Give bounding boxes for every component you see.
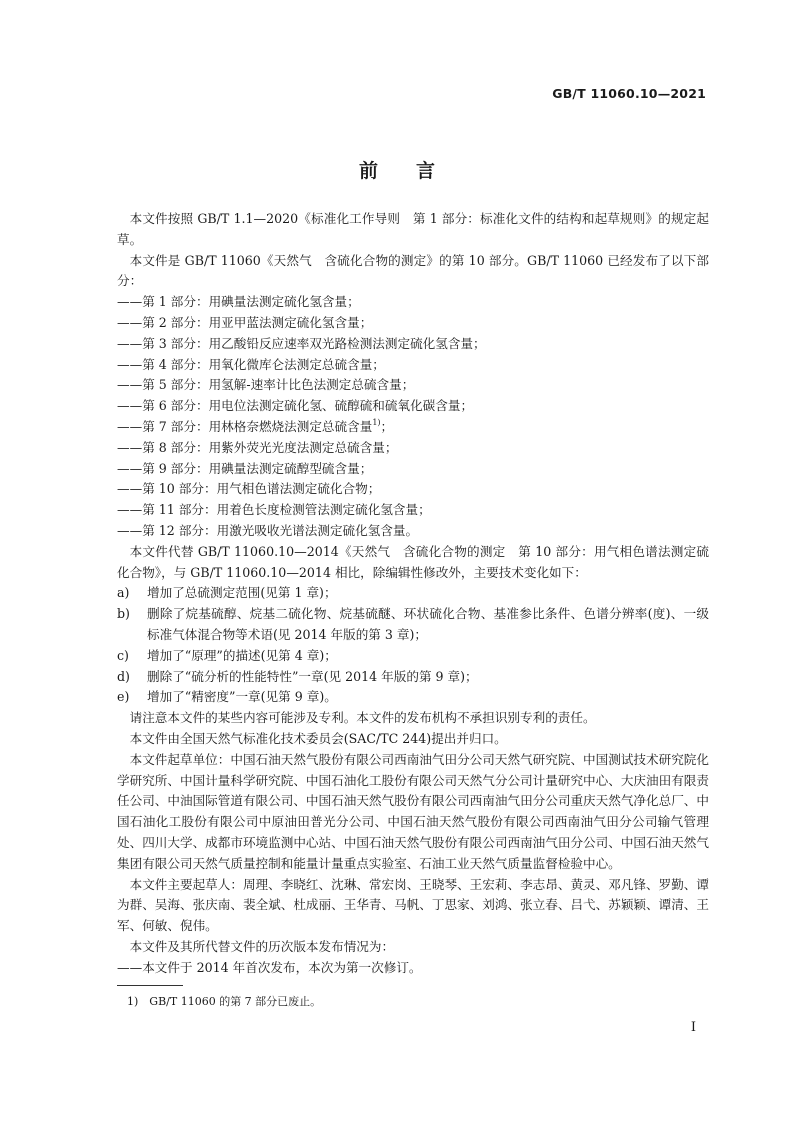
paragraph-proposer: 本文件由全国天然气标准化技术委员会(SAC/TC 244)提出并归口。 xyxy=(129,730,507,746)
page-number: I xyxy=(690,1020,696,1035)
change-text: 增加了“精密度”一章(见第 9 章)。 xyxy=(147,689,337,705)
footnote-marker: 1) xyxy=(372,417,381,427)
paragraph-series-intro: 本文件是 GB/T 11060《天然气 含硫化合物的测定》的第 10 部分。GB/T 11060 已经发布了以下部分： xyxy=(117,252,709,289)
paragraph-replaces: 本文件代替 GB/T 11060.10—2014《天然气 含硫化合物的测定 第 10 部分：用气相色谱法测定硫化合物》，与 GB/T 11060.10—2014 相比，除编辑性修改外，主要技术变化如下： xyxy=(117,543,709,580)
part-list-item: ——第 8 部分：用紫外荧光光度法测定总硫含量； xyxy=(117,439,398,455)
page-title: 前 言 xyxy=(358,160,435,182)
change-label: d) xyxy=(117,668,130,684)
change-label: e) xyxy=(117,689,130,705)
part-list-item: ——第 6 部分：用电位法测定硫化氢、硫醇硫和硫氧化碳含量； xyxy=(117,398,474,414)
part-list-item: ——第 2 部分：用亚甲蓝法测定硫化氢含量； xyxy=(117,314,373,330)
change-item xyxy=(117,667,709,688)
part-list-item: ——第 11 部分：用着色长度检测管法测定硫化氢含量； xyxy=(117,502,431,518)
change-text: 删除了烷基硫醇、烷基二硫化物、烷基硫醚、环状硫化合物、基准参比条件、色谱分辨率(度)、一级标准气体混合物等术语(见 2014 年版的第 3 章)； xyxy=(147,606,709,642)
paragraph-drafting-units: 本文件起草单位：中国石油天然气股份有限公司西南油气田分公司天然气研究院、中国测试技术研究院化学研究所、中国计量科学研究院、中国石油化工股份有限公司天然气分公司计量研究中心、大庆油田有限责任公司、中油国际管道有限公司、中国石油天然气股份有限公司西南油气田分公司重庆天然气净化总厂、中国石油化工股份有限公司中原油田普光分公司、中国石油天然气股份有限公司西南油气田分公司输气管理处、四川大学、成都市环境监测中心站、中国石油天然气股份有限公司西南油气田分公司、中国石油天然气集团有限公司天然气质量控制和能量计量重点实验室、石油工业天然气质量监督检验中心。 xyxy=(117,751,709,871)
change-text: 增加了总硫测定范围(见第 1 章)； xyxy=(147,585,337,601)
part-list-item: ——第 1 部分：用碘量法测定硫化氢含量； xyxy=(117,294,360,310)
history-item: ——本文件于 2014 年首次发布，本次为第一次修订。 xyxy=(117,959,422,975)
document-number: GB/T 11060.10—2021 xyxy=(552,86,706,101)
paragraph-history-intro: 本文件及其所代替文件的历次版本发布情况为： xyxy=(129,938,395,954)
part-list-item: ——第 3 部分：用乙酸铅反应速率双光路检测法测定硫化氢含量； xyxy=(117,335,486,351)
part-list-item: ——第 9 部分：用碘量法测定硫醇型硫含量； xyxy=(117,460,373,476)
footnote-divider xyxy=(117,985,183,986)
change-label: c) xyxy=(117,647,129,663)
part-list-item: ——第 4 部分：用氧化微库仑法测定总硫含量； xyxy=(117,356,385,372)
footnote: 1) GB/T 11060 的第 7 部分已废止。 xyxy=(127,995,322,1008)
change-label: a) xyxy=(117,585,130,601)
change-text: 增加了“原理”的描述(见第 4 章)； xyxy=(147,647,337,663)
paragraph-patent: 请注意本文件的某些内容可能涉及专利。本文件的发布机构不承担识别专利的责任。 xyxy=(129,710,596,726)
part-list-item: ——第 12 部分：用激光吸收光谱法测定硫化氢含量。 xyxy=(117,522,419,538)
paragraph-drafting-rules: 本文件按照 GB/T 1.1—2020《标准化工作导则 第 1 部分：标准化文件的结构和起草规则》的规定起草。 xyxy=(117,211,709,247)
part-list-item: ——第 10 部分：用气相色谱法测定硫化合物； xyxy=(117,481,381,497)
change-label: b) xyxy=(117,606,130,622)
part-7-text: ——第 7 部分：用林格奈燃烧法测定总硫含量 xyxy=(117,418,373,434)
change-item xyxy=(117,687,709,708)
change-item xyxy=(117,583,709,604)
foreword-body xyxy=(117,209,709,978)
change-text: 删除了“硫分析的性能特性”一章(见 2014 年版的第 9 章)； xyxy=(147,668,478,684)
part-list-item-7 xyxy=(117,417,709,438)
paragraph-drafters: 本文件主要起草人：周理、李晓红、沈琳、常宏岗、王晓琴、王宏莉、李志昂、黄灵、邓凡锋、罗勤、谭为群、吴海、张庆南、裴全斌、杜成丽、王华青、马帆、丁思家、刘鸿、张立春、吕弋、苏颖颖、谭清、王军、何敏、倪伟。 xyxy=(117,876,709,934)
part-list-item: ——第 5 部分：用氢解-速率计比色法测定总硫含量； xyxy=(117,377,415,393)
part-7-end: ； xyxy=(380,418,394,434)
change-item xyxy=(117,604,709,646)
change-item xyxy=(117,646,709,667)
